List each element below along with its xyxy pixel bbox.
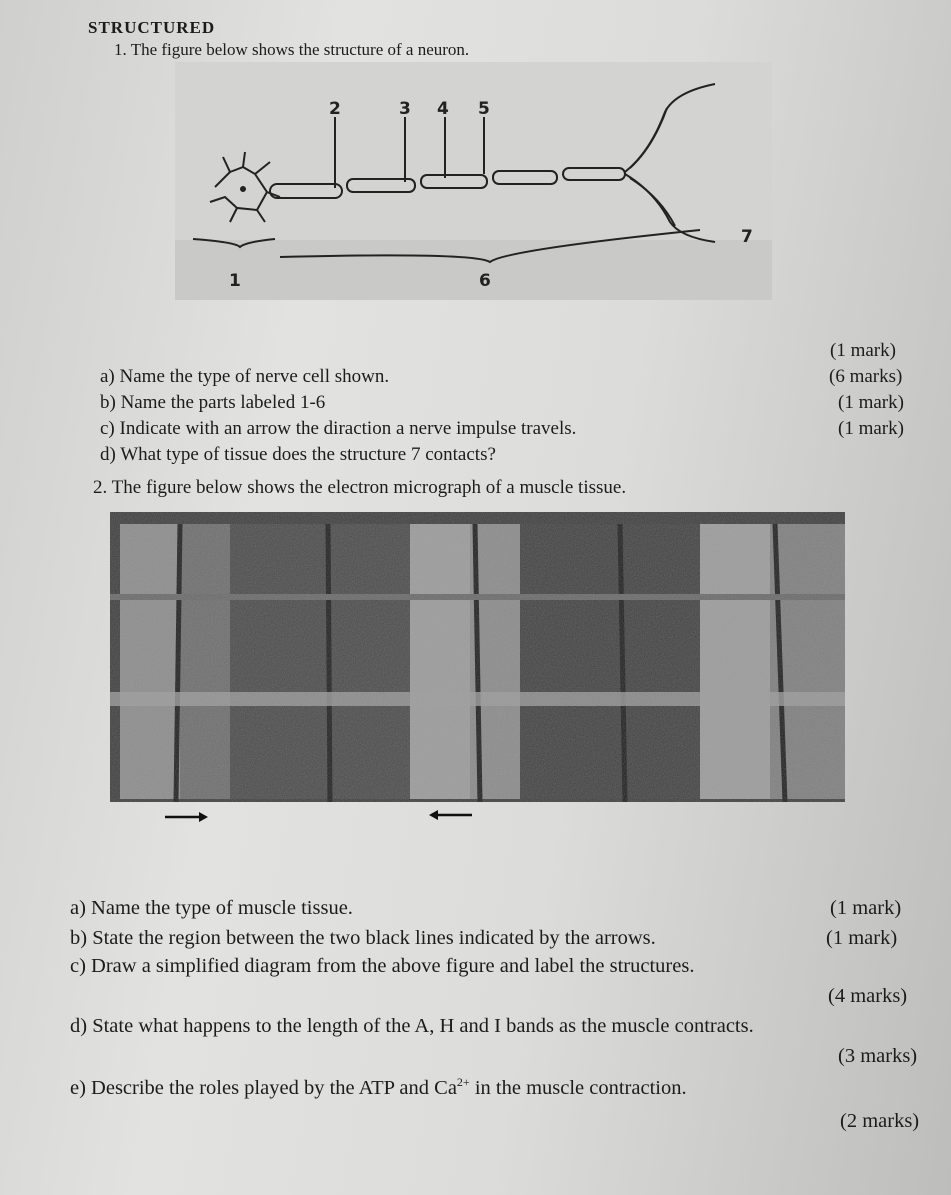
question-2-intro: 2. The figure below shows the electron micrograph of a muscle tissue. — [93, 477, 627, 498]
right-arrow-icon — [163, 810, 209, 824]
label-3: 3 — [399, 99, 411, 119]
q2a-text: a) Name the type of muscle tissue. — [70, 897, 353, 919]
label-4: 4 — [437, 99, 449, 119]
q1d-text: d) What type of tissue does the structure 7 contacts? — [100, 444, 496, 465]
q2e-text-before: e) Describe the roles played by the ATP and Ca — [70, 1077, 457, 1099]
q1b-marks: (6 marks) — [829, 366, 903, 387]
calcium-charge: 2+ — [456, 1075, 470, 1090]
label-6: 6 — [479, 271, 491, 291]
q2c-text: c) Draw a simplified diagram from the above figure and label the structures. — [70, 955, 695, 977]
neuron-figure — [175, 62, 772, 300]
label-1: 1 — [229, 271, 241, 291]
q2c-marks: (4 marks) — [828, 985, 908, 1007]
section-heading: STRUCTURED — [88, 18, 216, 37]
muscle-micrograph — [110, 512, 845, 802]
q1b-text: b) Name the parts labeled 1-6 — [100, 392, 326, 413]
q1c-text: c) Indicate with an arrow the diraction a nerve impulse travels. — [100, 418, 577, 439]
label-2: 2 — [329, 99, 341, 119]
q1d-marks: (1 mark) — [838, 418, 904, 439]
q1a-text: a) Name the type of nerve cell shown. — [100, 366, 390, 387]
label-7: 7 — [741, 227, 753, 247]
q2d-marks: (3 marks) — [838, 1045, 918, 1067]
q2e-marks: (2 marks) — [840, 1110, 920, 1132]
question-1-intro: 1. The figure below shows the structure of a neuron. — [114, 40, 470, 59]
q2d-text: d) State what happens to the length of the A, H and I bands as the muscle contracts. — [70, 1015, 754, 1037]
q1a-marks: (1 mark) — [830, 340, 896, 361]
q2a-marks: (1 mark) — [830, 897, 902, 919]
q1c-marks: (1 mark) — [838, 392, 904, 413]
q2b-text: b) State the region between the two black lines indicated by the arrows. — [70, 927, 656, 949]
q2e-text-after: in the muscle contraction. — [469, 1077, 687, 1099]
q2b-marks: (1 mark) — [826, 927, 898, 949]
left-arrow-icon — [428, 808, 474, 822]
q2e-text — [70, 1077, 687, 1101]
label-5: 5 — [478, 99, 490, 119]
